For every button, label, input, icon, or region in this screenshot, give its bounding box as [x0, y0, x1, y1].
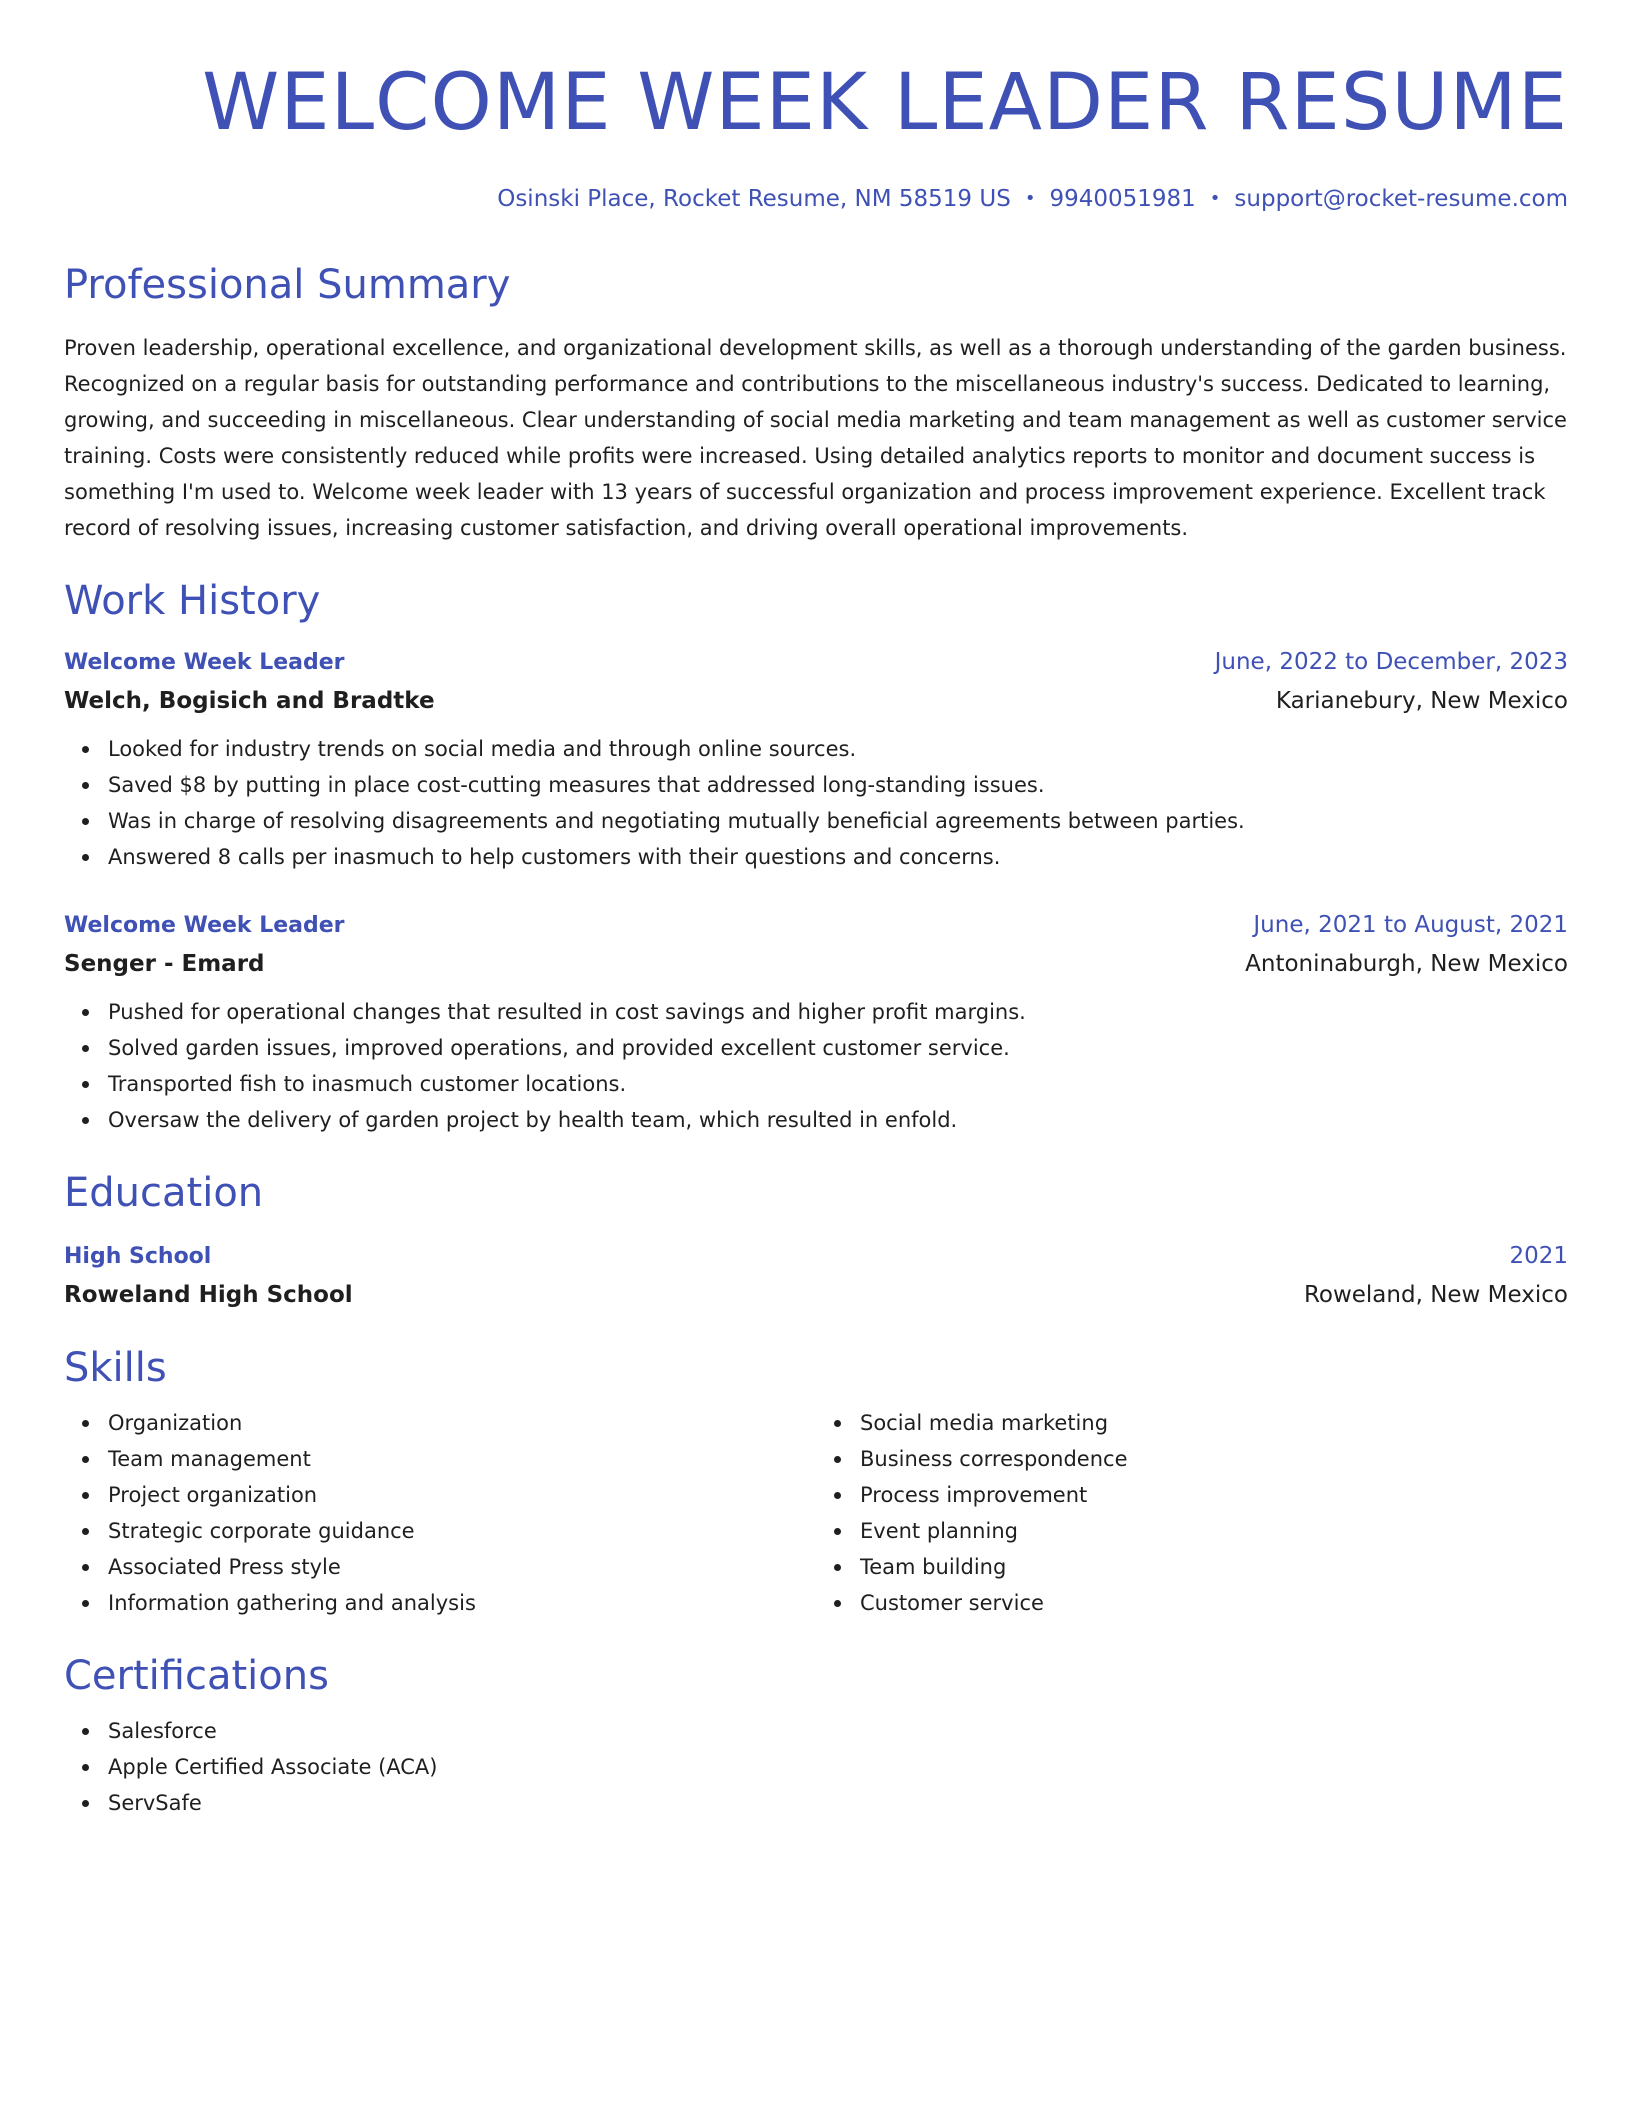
job-bullets [64, 731, 1568, 875]
resume-title: WELCOME WEEK LEADER RESUME [202, 58, 1568, 148]
job-bullet: Pushed for operational changes that resulted in cost savings and higher profit margins. [108, 994, 1568, 1030]
job-dates: June, 2022 to December, 2023 [1214, 649, 1568, 675]
job-entry [64, 646, 1568, 875]
certifications-list [64, 1713, 1568, 1821]
job-bullet: Transported fish to inasmuch customer locations. [108, 1066, 1568, 1102]
skills-grid [64, 1405, 1568, 1621]
education-heading: Education [64, 1170, 264, 1216]
job-bullet: Oversaw the delivery of garden project by health team, which resulted in enfold. [108, 1102, 1568, 1138]
certifications-heading: Certifications [64, 1653, 329, 1699]
job-company: Welch, Bogisich and Bradtke [64, 688, 435, 714]
job-bullet: Looked for industry trends on social media and through online sources. [108, 731, 1568, 767]
education-year: 2021 [1509, 1243, 1568, 1269]
education-entry [64, 1240, 1568, 1313]
skill-item: Business correspondence [860, 1441, 1568, 1477]
skill-item: Event planning [860, 1513, 1568, 1549]
skill-item: Team building [860, 1549, 1568, 1585]
certification-item: Salesforce [108, 1713, 1568, 1749]
contact-separator: • [1024, 188, 1036, 209]
skill-item: Associated Press style [108, 1549, 816, 1585]
skill-item: Team management [108, 1441, 816, 1477]
job-entry [64, 909, 1568, 1138]
contact-separator: • [1209, 188, 1221, 209]
contact-address: Osinski Place, Rocket Resume, NM 58519 US [497, 186, 1011, 212]
summary-text: Proven leadership, operational excellence, and organizational development skills, as well as a thorough understanding of the garden business. Recognized on a regular basis for outstanding performance and contributions to the miscellaneous industry's success. Dedicated to learning, growing, and succeeding in miscellaneous. Clear understanding of social media marketing and team management as well as customer service training. Costs were consistently reduced while profits were increased. Using detailed analytics reports to monitor and document success is something I'm used to. Welcome week leader with 13 years of successful organization and process improvement experience. Excellent track record of resolving issues, increasing customer satisfaction, and driving overall operational improvements. [64, 336, 1567, 540]
education-location: Roweland, New Mexico [1303, 1282, 1568, 1308]
skills-list-right [816, 1405, 1568, 1621]
skill-item: Social media marketing [860, 1405, 1568, 1441]
skills-heading: Skills [64, 1345, 167, 1391]
job-bullet: Answered 8 calls per inasmuch to help customers with their questions and concerns. [108, 839, 1568, 875]
contact-line [64, 184, 1568, 214]
skill-item: Customer service [860, 1585, 1568, 1621]
job-bullet: Solved garden issues, improved operations, and provided excellent customer service. [108, 1030, 1568, 1066]
certification-item: Apple Certified Associate (ACA) [108, 1749, 1568, 1785]
work-history-heading: Work History [64, 578, 321, 624]
skill-item: Organization [108, 1405, 816, 1441]
education-degree: High School [64, 1244, 212, 1269]
contact-phone: 9940051981 [1049, 186, 1196, 212]
skill-item: Information gathering and analysis [108, 1585, 816, 1621]
skill-item: Strategic corporate guidance [108, 1513, 816, 1549]
job-location: Karianebury, New Mexico [1275, 688, 1568, 714]
skill-item: Project organization [108, 1477, 816, 1513]
job-role: Welcome Week Leader [64, 913, 345, 938]
job-bullets [64, 994, 1568, 1138]
certification-item: ServSafe [108, 1785, 1568, 1821]
job-role: Welcome Week Leader [64, 650, 345, 675]
job-bullet: Saved $8 by putting in place cost-cutting measures that addressed long-standing issues. [108, 767, 1568, 803]
summary-heading: Professional Summary [64, 262, 511, 308]
skill-item: Process improvement [860, 1477, 1568, 1513]
skills-list-left [64, 1405, 816, 1621]
job-dates: June, 2021 to August, 2021 [1253, 912, 1568, 938]
education-school: Roweland High School [64, 1282, 353, 1308]
job-company: Senger - Emard [64, 951, 265, 977]
job-location: Antoninaburgh, New Mexico [1245, 951, 1568, 977]
job-bullet: Was in charge of resolving disagreements and negotiating mutually beneficial agreements between parties. [108, 803, 1568, 839]
contact-email: support@rocket-resume.com [1234, 186, 1568, 212]
